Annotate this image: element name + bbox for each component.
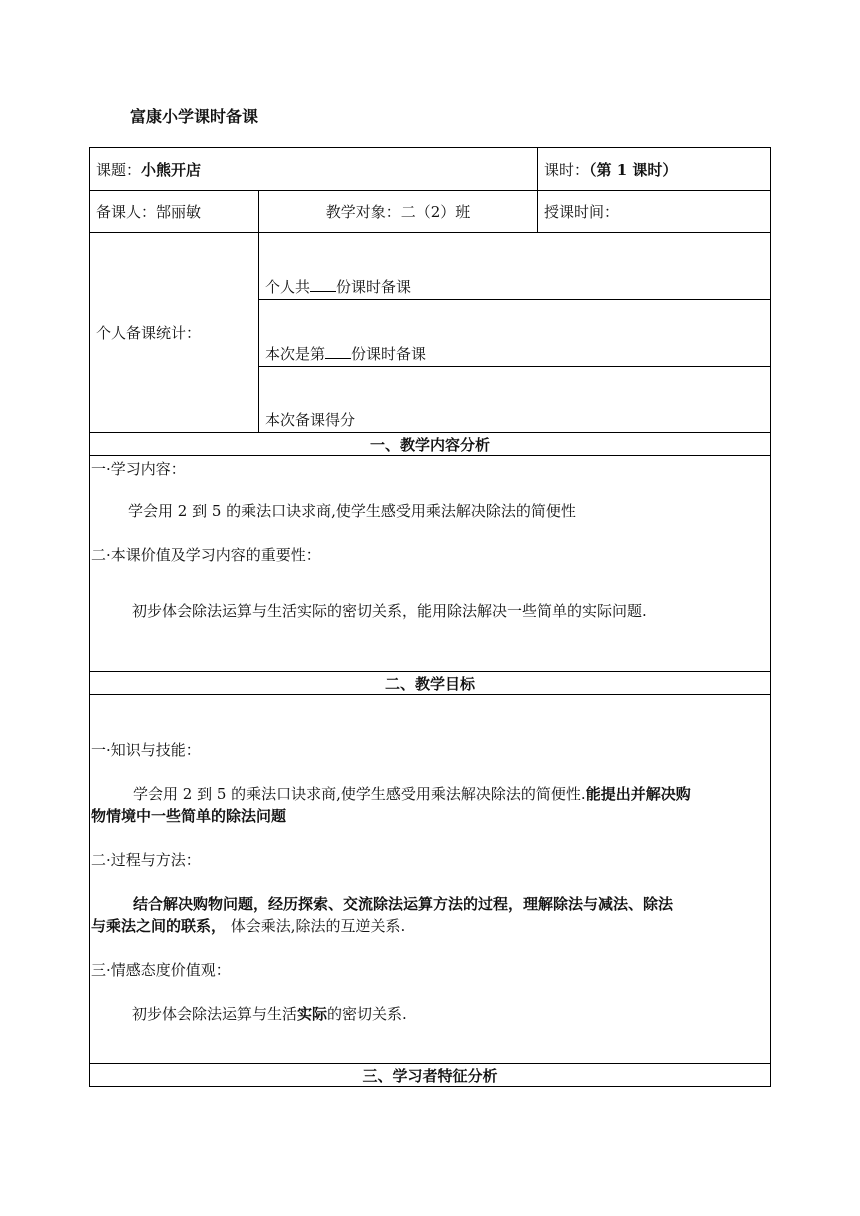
stats-current-suffix: 份课时备课 [351,345,427,363]
stats-total-blank [310,277,336,292]
section2-h2: 二·过程与方法： [91,851,201,869]
section2-header-row [90,672,771,695]
section2-title: 二、教学目标 [90,672,771,695]
section2-p2-bold-a: 结合解决购物问题，经历探索、交流除法运算方法的过程，理解除法与减法、除法 [133,895,674,913]
stats-current-blank [325,344,351,359]
section2-p2 [90,893,770,937]
section1-header-row [90,433,771,456]
section2-p2-normal: 体会乘法,除法的互逆关系. [226,917,406,935]
section2-p3-bold: 实际 [297,1005,328,1023]
section1-p1: 学会用 2 到 5 的乘法口诀求商,使学生感受用乘法解决除法的简便性 [128,502,576,520]
section1-body [90,456,771,672]
section2-h1: 一·知识与技能： [91,741,201,759]
stats-total-prefix: 个人共 [265,278,311,296]
stats-score-cell: 本次备课得分 [259,367,771,433]
preparer-value: 郜丽敏 [156,203,202,221]
stats-row-1 [90,233,771,300]
teach-time-cell: 授课时间： [538,191,771,233]
topic-label: 课题： [96,160,142,179]
topic-cell [90,148,538,191]
stats-current-cell [259,300,771,367]
section1-title: 一、教学内容分析 [90,433,771,456]
section2-body [90,695,771,1064]
section2-p1-bold-b: 物情境中一些简单的除法问题 [91,807,287,825]
preparer-cell [90,191,259,233]
topic-value: 小熊开店 [141,160,202,179]
section2-p1-normal: 学会用 2 到 5 的乘法口诀求商,使学生感受用乘法解决除法的简便性. [133,785,586,803]
stats-total-suffix: 份课时备课 [336,278,412,296]
section2-body-row [90,695,771,1064]
stats-label-cell: 个人备课统计： [90,233,259,433]
section2-p3-b: 的密切关系. [327,1005,407,1023]
section3-header-row [90,1064,771,1087]
period-label: 课时： [544,160,590,179]
preparer-row [90,191,771,233]
period-value: （第 1 课时） [589,160,678,179]
stats-current-prefix: 本次是第 [265,345,326,363]
section2-p3 [90,1003,770,1025]
section1-h2: 二·本课价值及学习内容的重要性： [91,546,321,564]
section2-p1 [90,783,770,827]
period-cell [538,148,771,191]
section1-body-row [90,456,771,672]
document-title: 富康小学课时备课 [130,107,259,126]
section2-p3-a: 初步体会除法运算与生活 [132,1005,298,1023]
section2-p2-bold-b: 与乘法之间的联系， [91,917,227,935]
topic-row [90,148,771,191]
lesson-plan-table [89,147,771,1087]
stats-total-cell [259,233,771,300]
audience-cell: 教学对象：二（2）班 [259,191,538,233]
section1-h1: 一·学习内容： [91,460,186,478]
section2-h3: 三·情感态度价值观： [91,961,231,979]
section2-p1-bold-a: 能提出并解决购 [585,785,691,803]
section1-p2: 初步体会除法运算与生活实际的密切关系，能用除法解决一些简单的实际问题. [132,602,647,620]
section3-title: 三、学习者特征分析 [90,1064,771,1087]
preparer-label: 备课人： [96,203,157,221]
